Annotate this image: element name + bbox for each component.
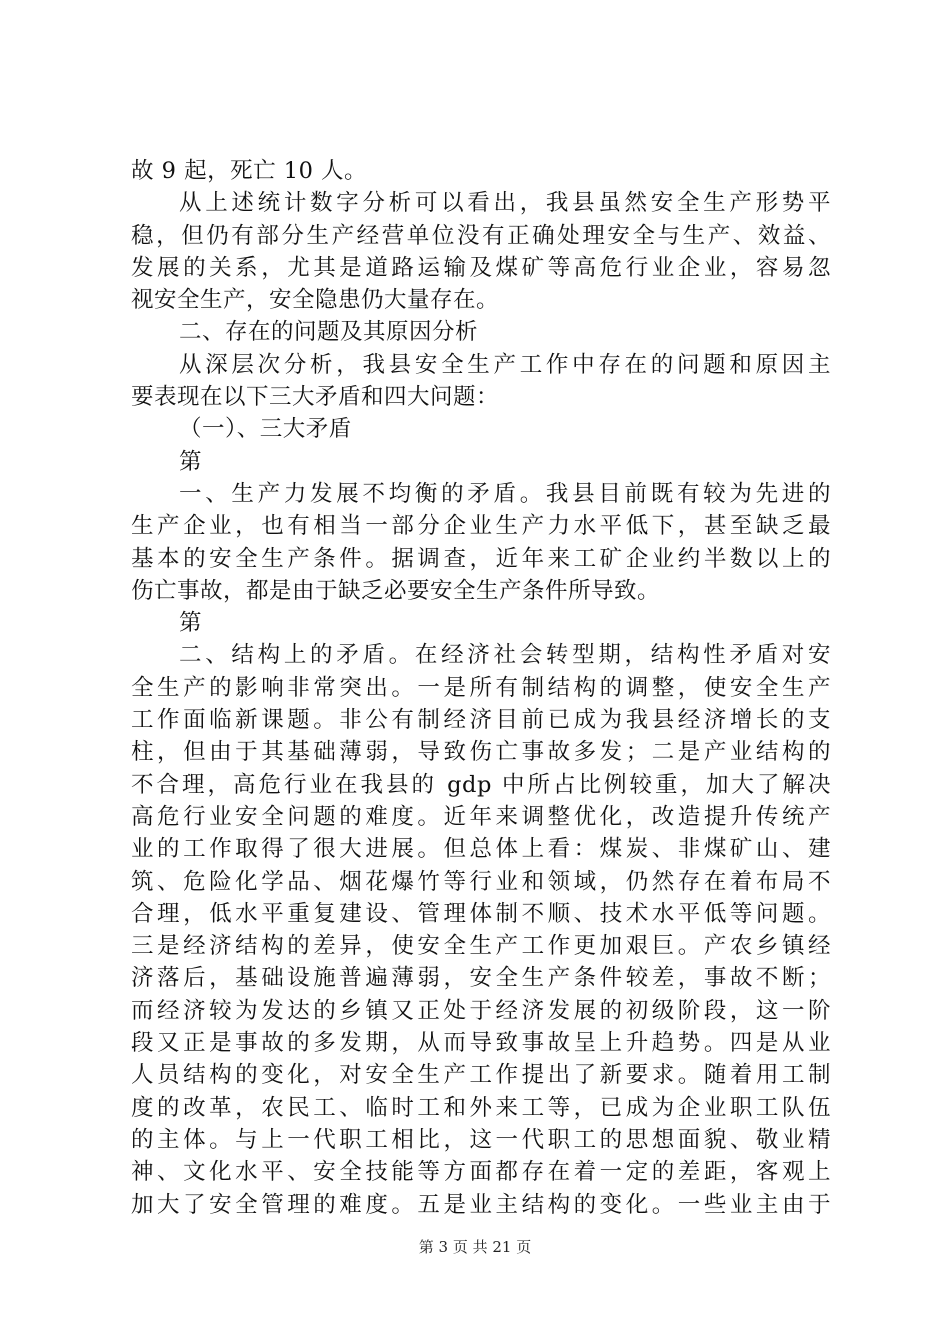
text-line: 三是经济结构的差异，使安全生产工作更加艰巨。产农乡镇经 bbox=[131, 933, 831, 960]
text-line: 而经济较为发达的乡镇又正处于经济发展的初级阶段，这一阶 bbox=[131, 997, 831, 1024]
text-line: 二、存在的问题及其原因分析 bbox=[179, 319, 479, 346]
text-line: 从上述统计数字分析可以看出，我县虽然安全生产形势平 bbox=[179, 190, 831, 217]
text-line: 第 bbox=[179, 448, 203, 475]
page-number-label: 第 3 页 共 21 页 bbox=[418, 1238, 532, 1256]
text-line: 二、结构上的矛盾。在经济社会转型期，结构性矛盾对安 bbox=[179, 642, 831, 669]
page-footer bbox=[0, 1236, 950, 1257]
text-line: 故 9 起，死亡 10 人。 bbox=[131, 158, 368, 184]
text-line: 一、生产力发展不均衡的矛盾。我县目前既有较为先进的 bbox=[179, 480, 831, 507]
text-line: 生产企业，也有相当一部分企业生产力水平低下，甚至缺乏最 bbox=[131, 513, 831, 540]
text-line: 柱，但由于其基础薄弱，导致伤亡事故多发；二是产业结构的 bbox=[131, 739, 831, 766]
text-line: 第 bbox=[179, 610, 203, 637]
text-line: 业的工作取得了很大进展。但总体上看：煤炭、非煤矿山、建 bbox=[131, 836, 831, 863]
text-line: 筑、危险化学品、烟花爆竹等行业和领域，仍然存在着布局不 bbox=[131, 868, 831, 895]
document-body bbox=[131, 155, 831, 1221]
text-line: 神、文化水平、安全技能等方面都存在着一定的差距，客观上 bbox=[131, 1159, 831, 1186]
text-line: 人员结构的变化，对安全生产工作提出了新要求。随着用工制 bbox=[131, 1062, 831, 1089]
text-line: 稳，但仍有部分生产经营单位没有正确处理安全与生产、效益、 bbox=[131, 222, 831, 249]
text-line: 发展的关系，尤其是道路运输及煤矿等高危行业企业，容易忽 bbox=[131, 254, 831, 281]
text-line: 视安全生产，安全隐患仍大量存在。 bbox=[131, 287, 500, 314]
text-line: 伤亡事故，都是由于缺乏必要安全生产条件所导致。 bbox=[131, 577, 661, 604]
text-line: 工作面临新课题。非公有制经济目前已成为我县经济增长的支 bbox=[131, 707, 831, 734]
text-line: 的主体。与上一代职工相比，这一代职工的思想面貌、敬业精 bbox=[131, 1126, 831, 1153]
text-line: （一）、三大矛盾 bbox=[179, 416, 352, 443]
text-line: 段又正是事故的多发期，从而导致事故呈上升趋势。四是从业 bbox=[131, 1030, 831, 1057]
text-line: 全生产的影响非常突出。一是所有制结构的调整，使安全生产 bbox=[131, 674, 831, 701]
text-line: 度的改革，农民工、临时工和外来工等，已成为企业职工队伍 bbox=[131, 1094, 831, 1121]
text-line: 要表现在以下三大矛盾和四大问题： bbox=[131, 384, 500, 411]
text-line: 不合理，高危行业在我县的 gdp 中所占比例较重，加大了解决 bbox=[131, 771, 831, 798]
text-line: 加大了安全管理的难度。五是业主结构的变化。一些业主由于 bbox=[131, 1191, 831, 1218]
text-line: 从深层次分析，我县安全生产工作中存在的问题和原因主 bbox=[179, 351, 831, 378]
text-line: 合理，低水平重复建设、管理体制不顺、技术水平低等问题。 bbox=[131, 900, 831, 927]
text-line: 济落后，基础设施普遍薄弱，安全生产条件较差，事故不断； bbox=[131, 965, 831, 992]
text-line: 高危行业安全问题的难度。近年来调整优化，改造提升传统产 bbox=[131, 803, 831, 830]
text-line: 基本的安全生产条件。据调查，近年来工矿企业约半数以上的 bbox=[131, 545, 831, 572]
